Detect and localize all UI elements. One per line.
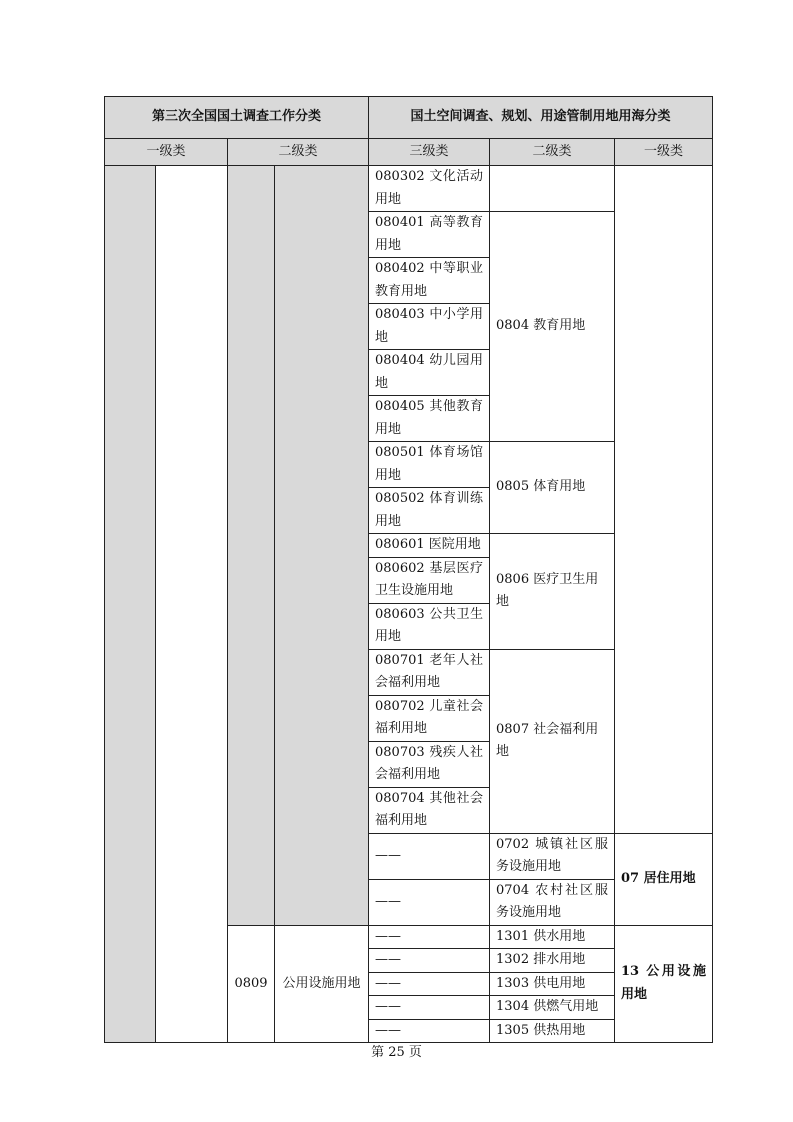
subheader-right-level3: 三级类: [369, 139, 490, 166]
subheader-left-level2: 二级类: [228, 139, 369, 166]
level3-cell-080402: 080402 中等职业教育用地: [369, 258, 490, 304]
level3-cell-080403: 080403 中小学用地: [369, 304, 490, 350]
level3-cell-080704: 080704 其他社会福利用地: [369, 787, 490, 833]
level3-cell-080302: 080302 文化活动用地: [369, 166, 490, 212]
header-territorial-space-classification: 国土空间调查、规划、用途管制用地用海分类: [369, 97, 713, 139]
level1-cell-13: 13 公用设施用地: [615, 925, 713, 1043]
level3-cell-dash: ——: [369, 925, 490, 949]
level2-cell-1304: 1304 供燃气用地: [490, 996, 615, 1020]
level3-cell-080701: 080701 老年人社会福利用地: [369, 649, 490, 695]
level3-cell-080601: 080601 医院用地: [369, 534, 490, 558]
subheader-right-level2: 二级类: [490, 139, 615, 166]
level3-cell-dash: ——: [369, 1019, 490, 1043]
left-level2-name-cell: [275, 166, 369, 926]
level2-cell-0807: 0807 社会福利用地: [490, 649, 615, 833]
page-number: 第 25 页: [371, 1045, 422, 1060]
level3-cell-dash: ——: [369, 833, 490, 879]
left-level1-code-cell: [105, 166, 156, 1043]
left-level2-code-0809: 0809: [228, 925, 275, 1043]
subheader-right-level1: 一级类: [615, 139, 713, 166]
level3-cell-dash: ——: [369, 972, 490, 996]
level2-cell-0704: 0704 农村社区服务设施用地: [490, 879, 615, 925]
level2-cell-1303: 1303 供电用地: [490, 972, 615, 996]
land-classification-table: [104, 96, 713, 1043]
level1-cell-empty: [615, 166, 713, 834]
subheader-left-level1: 一级类: [105, 139, 228, 166]
level3-cell-dash: ——: [369, 949, 490, 973]
level2-cell-0806: 0806 医疗卫生用地: [490, 534, 615, 650]
level1-cell-07: 07 居住用地: [615, 833, 713, 925]
level2-cell-empty: [490, 166, 615, 212]
level3-cell-080401: 080401 高等教育用地: [369, 212, 490, 258]
level2-cell-0805: 0805 体育用地: [490, 442, 615, 534]
level3-cell-080602: 080602 基层医疗卫生设施用地: [369, 557, 490, 603]
level3-cell-080702: 080702 儿童社会福利用地: [369, 695, 490, 741]
level3-cell-dash: ——: [369, 879, 490, 925]
level2-cell-1305: 1305 供热用地: [490, 1019, 615, 1043]
level3-cell-080405: 080405 其他教育用地: [369, 396, 490, 442]
level2-cell-0804: 0804 教育用地: [490, 212, 615, 442]
level2-cell-1302: 1302 排水用地: [490, 949, 615, 973]
left-level2-code-cell: [228, 166, 275, 926]
level3-cell-080703: 080703 残疾人社会福利用地: [369, 741, 490, 787]
level2-cell-1301: 1301 供水用地: [490, 925, 615, 949]
level3-cell-080502: 080502 体育训练用地: [369, 488, 490, 534]
level3-cell-080404: 080404 幼儿园用地: [369, 350, 490, 396]
header-third-survey-classification: 第三次全国国土调查工作分类: [105, 97, 369, 139]
level3-cell-080501: 080501 体育场馆用地: [369, 442, 490, 488]
left-level1-name-cell: [156, 166, 228, 1043]
left-level2-name-0809: 公用设施用地: [275, 925, 369, 1043]
level3-cell-080603: 080603 公共卫生用地: [369, 603, 490, 649]
level2-cell-0702: 0702 城镇社区服务设施用地: [490, 833, 615, 879]
level3-cell-dash: ——: [369, 996, 490, 1020]
